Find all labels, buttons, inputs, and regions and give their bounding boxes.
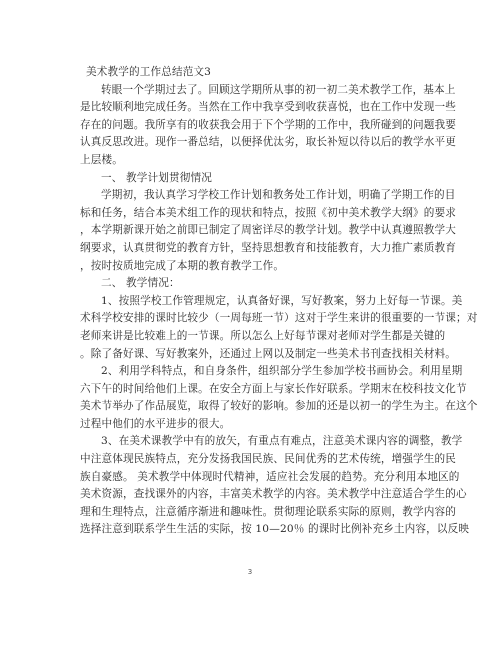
paragraph-line: 美术资源，查找课外的内容，丰富美术教学的内容。美术教学中注意适合学生的心 [80,488,467,501]
paragraph-line: 认真反思改进。现作一番总结，以便择优汰劣，取长补短以待以后的教学水平更 [80,136,457,149]
paragraph-line: 中注意体现民族特点，充分发扬我国民族、民间优秀的艺术传统，增强学生的民 [80,453,457,466]
paragraph-line: 1、按照学校工作管理规定，认真备好课，写好教案，努力上好每一节课。美 [101,294,463,307]
paragraph-line: 转眼一个学期过去了。回顾这学期所从事的初一初二美术教学工作，基本上 [101,83,456,96]
paragraph-line: 过程中他们的水平进步的很大。 [80,417,231,430]
paragraph-line: 存在的问题。我所享有的收获我会用于下个学期的工作中，我所碰到的问题我要 [80,118,457,131]
page-number: 3 [247,568,253,576]
paragraph-line: 学期初，我认真学习学校工作计划和教务处工作计划，明确了学期工作的目 [101,189,456,202]
paragraph-line: ，本学期新课开始之前即已制定了周密详尽的教学计划。教学中认真遵照教学大 [80,224,457,237]
document-body [80,64,478,539]
paragraph-line: 标和任务，结合本美术组工作的现状和特点，按照《初中美术教学大纲》的要求 [80,206,457,219]
paragraph-line: 族自豪感。 美术教学中体现时代精神，适应社会发展的趋势。充分利用本地区的 [80,470,460,483]
paragraph-line: 3、在美术课教学中有的放矢，有重点有难点，注意美术课内容的调整，教学 [101,435,463,448]
paragraph-line: ，按时按质地完成了本期的教育教学工作。 [80,259,285,272]
paragraph-line: 纲要求，认真贯彻党的教育方针，坚持思想教育和技能教育，大力推广素质教育 [80,241,457,254]
paragraph-line: 选择注意到联系学生生活的实际，按 10—20％ 的课时比例补充乡土内容，以反映 [80,523,470,536]
paragraph-line: 。除了备好课、写好教案外，还通过上网以及制定一些美术书刊查找相关材料。 [80,347,457,360]
paragraph-line: 术科学校安排的课时比较少（一周每班一节）这对于学生来讲的很重要的一节课；对 [80,312,478,325]
paragraph-line: 是比较顺利地完成任务。当然在工作中我享受到收获喜悦，也在工作中发现一些 [80,101,457,114]
paragraph-line: 上层楼。 [80,153,123,166]
section-heading: 一、 教学计划贯彻情况 [101,171,212,184]
paragraph-line: 六下午的时间给他们上课。在安全方面上与家长作好联系。学期末在校科技文化节 [80,382,467,395]
paragraph-line: 老师来讲是比较难上的一节课。所以怎么上好每节课对老师对学生都是关键的 [80,329,446,342]
paragraph-line: 美术节举办了作品展览，取得了较好的影响。参加的还是以初一的学生为主。在这个 [80,400,478,413]
paragraph-line: 2、利用学科特点，和自身条件，组织部分学生参加学校书画协会。利用星期 [101,365,463,378]
document-title: 美术教学的工作总结范文3 [86,66,212,78]
paragraph-line: 理和生理特点，注意循序渐进和趣味性。贯彻理论联系实际的原则，教学内容的 [80,505,457,518]
section-heading: 二、 教学情况： [101,277,180,290]
